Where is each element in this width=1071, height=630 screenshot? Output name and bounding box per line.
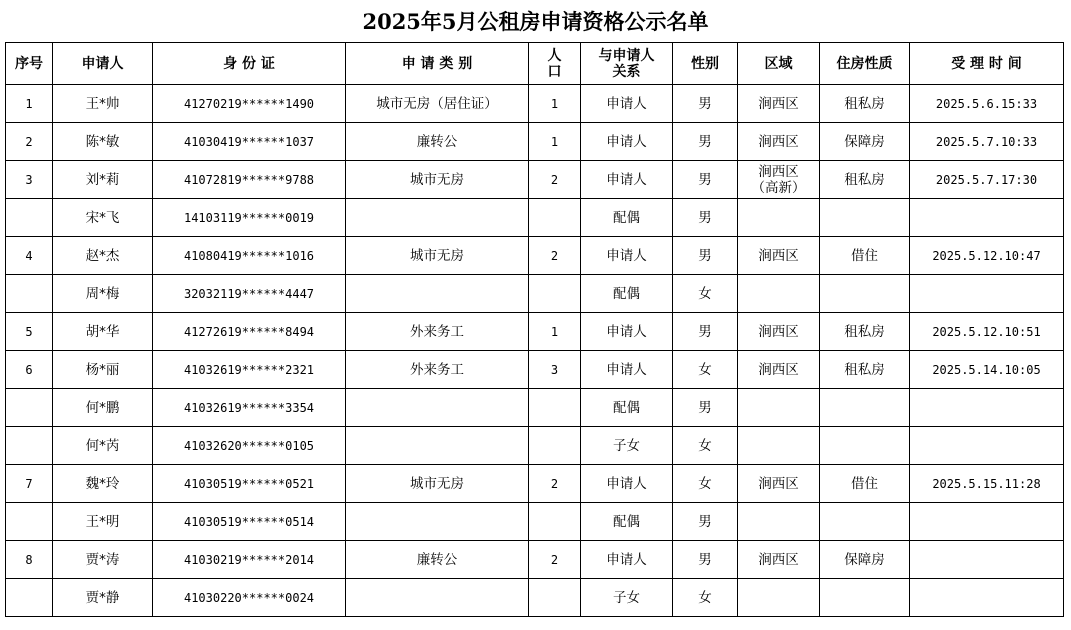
cell-district-text: 涧西区 (758, 95, 799, 112)
cell-district (738, 85, 820, 123)
table-row (6, 161, 1064, 199)
cell-housing-text: 借住 (851, 475, 878, 492)
cell-housing (820, 503, 910, 541)
cell-category (346, 579, 529, 617)
cell-relation (581, 237, 673, 275)
cell-seq-text: 8 (25, 552, 33, 567)
cell-id-card-text: 41270219******1490 (183, 96, 315, 111)
cell-id-card-text: 41030519******0514 (183, 514, 315, 529)
cell-category (346, 85, 529, 123)
cell-people (529, 389, 581, 427)
header-housing: 住房性质 (820, 43, 910, 85)
cell-housing (820, 237, 910, 275)
header-time: 受 理 时 间 (910, 43, 1064, 85)
cell-id-card (153, 275, 346, 313)
cell-applicant (53, 199, 153, 237)
header-district: 区域 (738, 43, 820, 85)
cell-gender (673, 541, 738, 579)
cell-time (910, 427, 1064, 465)
cell-seq-text: 7 (25, 476, 33, 491)
cell-people (529, 237, 581, 275)
cell-relation-text: 子女 (613, 589, 640, 606)
cell-seq (6, 313, 53, 351)
cell-housing-text: 租私房 (844, 95, 885, 112)
cell-gender-text: 男 (698, 323, 712, 340)
cell-housing (820, 85, 910, 123)
cell-district (738, 123, 820, 161)
cell-people (529, 427, 581, 465)
cell-people (529, 85, 581, 123)
cell-time (910, 503, 1064, 541)
header-people (529, 43, 581, 85)
cell-applicant-text: 何*芮 (85, 437, 120, 454)
cell-people (529, 161, 581, 199)
cell-id-card-text: 41030519******0521 (183, 476, 315, 491)
cell-district-text: 涧西区 (758, 361, 799, 378)
cell-category-text: 外来务工 (410, 323, 464, 340)
cell-time (910, 237, 1064, 275)
table-row (6, 389, 1064, 427)
header-id-card: 身 份 证 (153, 43, 346, 85)
cell-relation (581, 161, 673, 199)
table-row (6, 199, 1064, 237)
cell-id-card (153, 579, 346, 617)
cell-time (910, 199, 1064, 237)
cell-people-text: 3 (550, 362, 559, 377)
cell-category (346, 465, 529, 503)
cell-relation-text: 申请人 (606, 551, 647, 568)
cell-seq-text: 2 (25, 134, 33, 149)
header-gender: 性别 (673, 43, 738, 85)
cell-housing (820, 199, 910, 237)
cell-housing (820, 389, 910, 427)
cell-applicant-text: 周*梅 (85, 285, 120, 302)
cell-housing-text: 保障房 (844, 551, 885, 568)
cell-applicant (53, 313, 153, 351)
cell-time-text: 2025.5.15.11:28 (932, 476, 1041, 491)
cell-people-text: 1 (550, 324, 559, 339)
header-relation-text: 与申请人 关系 (598, 47, 655, 80)
cell-gender-text: 男 (698, 399, 712, 416)
document-title: 2025年5月公租房申请资格公示名单 (362, 9, 709, 34)
cell-id-card (153, 313, 346, 351)
cell-seq (6, 237, 53, 275)
cell-people-text: 1 (550, 134, 559, 149)
cell-applicant (53, 389, 153, 427)
cell-time-text: 2025.5.7.17:30 (935, 172, 1038, 187)
cell-time (910, 465, 1064, 503)
cell-district-text: 涧西区 (758, 323, 799, 340)
cell-district (738, 427, 820, 465)
cell-time-text: 2025.5.6.15:33 (935, 96, 1038, 111)
cell-seq-text: 3 (25, 172, 33, 187)
cell-housing-text: 借住 (851, 247, 878, 264)
header-people-text: 人 口 (547, 47, 562, 80)
table-row (6, 351, 1064, 389)
cell-id-card (153, 389, 346, 427)
cell-relation (581, 275, 673, 313)
cell-people-text: 2 (550, 248, 559, 263)
cell-gender-text: 女 (698, 361, 712, 378)
cell-district (738, 313, 820, 351)
cell-relation-text: 申请人 (606, 475, 647, 492)
cell-time-text: 2025.5.12.10:51 (932, 324, 1041, 339)
cell-relation-text: 申请人 (606, 133, 647, 150)
cell-applicant (53, 541, 153, 579)
cell-district (738, 275, 820, 313)
cell-id-card (153, 351, 346, 389)
cell-gender-text: 男 (698, 171, 712, 188)
cell-seq (6, 503, 53, 541)
table-row (6, 275, 1064, 313)
cell-applicant-text: 刘*莉 (85, 171, 120, 188)
cell-relation-text: 配偶 (613, 209, 640, 226)
cell-housing (820, 541, 910, 579)
cell-people (529, 123, 581, 161)
cell-gender (673, 123, 738, 161)
table-row (6, 123, 1064, 161)
cell-seq (6, 351, 53, 389)
cell-time (910, 541, 1064, 579)
cell-relation (581, 313, 673, 351)
cell-category-text: 廉转公 (416, 133, 458, 150)
header-applicant: 申请人 (53, 43, 153, 85)
cell-people-text: 2 (550, 172, 559, 187)
cell-people-text: 2 (550, 552, 559, 567)
cell-relation-text: 子女 (613, 437, 640, 454)
cell-relation (581, 123, 673, 161)
cell-housing (820, 427, 910, 465)
cell-applicant-text: 魏*玲 (85, 475, 120, 492)
cell-id-card (153, 199, 346, 237)
cell-gender (673, 161, 738, 199)
cell-seq (6, 85, 53, 123)
cell-time (910, 123, 1064, 161)
cell-category (346, 427, 529, 465)
cell-people (529, 351, 581, 389)
cell-relation (581, 389, 673, 427)
cell-seq (6, 275, 53, 313)
cell-time (910, 313, 1064, 351)
table-row (6, 427, 1064, 465)
cell-category (346, 541, 529, 579)
cell-time-text: 2025.5.12.10:47 (932, 248, 1041, 263)
cell-id-card (153, 237, 346, 275)
cell-gender (673, 237, 738, 275)
cell-applicant-text: 宋*飞 (85, 209, 120, 226)
cell-seq (6, 541, 53, 579)
header-relation (581, 43, 673, 85)
cell-gender (673, 389, 738, 427)
cell-category-text: 城市无房 (410, 171, 464, 188)
cell-people-text: 1 (550, 96, 559, 111)
cell-district-text: 涧西区 （高新） (751, 163, 806, 196)
cell-gender (673, 199, 738, 237)
cell-district (738, 237, 820, 275)
applicant-table (5, 42, 1064, 617)
cell-seq (6, 427, 53, 465)
cell-people (529, 199, 581, 237)
cell-id-card-text: 41072819******9788 (183, 172, 315, 187)
cell-gender-text: 男 (698, 133, 712, 150)
cell-relation-text: 申请人 (606, 361, 647, 378)
cell-gender-text: 女 (698, 475, 712, 492)
cell-gender-text: 女 (698, 285, 712, 302)
cell-housing-text: 保障房 (844, 133, 885, 150)
cell-housing-text: 租私房 (844, 171, 885, 188)
cell-id-card-text: 41030419******1037 (183, 134, 315, 149)
cell-id-card-text: 41080419******1016 (183, 248, 315, 263)
cell-seq-text: 4 (25, 248, 33, 263)
cell-housing (820, 579, 910, 617)
cell-applicant (53, 85, 153, 123)
cell-gender (673, 465, 738, 503)
cell-applicant-text: 胡*华 (85, 323, 120, 340)
cell-seq (6, 199, 53, 237)
cell-seq-text: 6 (25, 362, 33, 377)
cell-district (738, 351, 820, 389)
cell-category (346, 389, 529, 427)
cell-housing (820, 465, 910, 503)
cell-gender-text: 男 (698, 247, 712, 264)
cell-id-card-text: 41032619******3354 (183, 400, 315, 415)
cell-district (738, 541, 820, 579)
cell-applicant-text: 王*明 (85, 513, 120, 530)
table-row (6, 313, 1064, 351)
cell-district-text: 涧西区 (758, 551, 799, 568)
cell-id-card-text: 41030219******2014 (183, 552, 315, 567)
cell-time (910, 579, 1064, 617)
cell-district-text: 涧西区 (758, 475, 799, 492)
cell-applicant-text: 贾*静 (85, 589, 120, 606)
cell-id-card (153, 503, 346, 541)
cell-applicant (53, 579, 153, 617)
cell-id-card-text: 41272619******8494 (183, 324, 315, 339)
cell-district (738, 503, 820, 541)
cell-relation-text: 申请人 (606, 247, 647, 264)
cell-id-card (153, 427, 346, 465)
cell-seq (6, 389, 53, 427)
cell-gender-text: 男 (698, 551, 712, 568)
cell-id-card-text: 41032619******2321 (183, 362, 315, 377)
cell-relation-text: 配偶 (613, 285, 640, 302)
cell-gender-text: 男 (698, 209, 712, 226)
cell-category (346, 123, 529, 161)
cell-id-card-text: 14103119******0019 (183, 210, 315, 225)
cell-seq-text: 5 (25, 324, 33, 339)
table-row (6, 237, 1064, 275)
cell-district-text: 涧西区 (758, 133, 799, 150)
cell-gender (673, 503, 738, 541)
cell-id-card-text: 32032119******4447 (183, 286, 315, 301)
cell-time (910, 389, 1064, 427)
cell-time (910, 161, 1064, 199)
cell-people (529, 275, 581, 313)
cell-district (738, 389, 820, 427)
cell-relation-text: 申请人 (606, 95, 647, 112)
cell-housing (820, 161, 910, 199)
cell-applicant (53, 237, 153, 275)
cell-category-text: 城市无房 (410, 247, 464, 264)
cell-applicant (53, 351, 153, 389)
cell-category (346, 503, 529, 541)
cell-applicant (53, 427, 153, 465)
table-row (6, 503, 1064, 541)
cell-people (529, 579, 581, 617)
cell-applicant-text: 贾*涛 (85, 551, 120, 568)
table-row (6, 465, 1064, 503)
cell-gender (673, 85, 738, 123)
cell-gender-text: 女 (698, 437, 712, 454)
cell-applicant (53, 161, 153, 199)
cell-applicant (53, 275, 153, 313)
cell-category-text: 城市无房（居住证） (376, 95, 498, 112)
cell-relation (581, 351, 673, 389)
cell-relation-text: 申请人 (606, 171, 647, 188)
cell-id-card (153, 161, 346, 199)
cell-housing (820, 313, 910, 351)
cell-seq (6, 579, 53, 617)
cell-category (346, 237, 529, 275)
cell-relation (581, 503, 673, 541)
cell-people (529, 313, 581, 351)
cell-seq (6, 161, 53, 199)
cell-housing-text: 租私房 (844, 323, 885, 340)
cell-people (529, 541, 581, 579)
cell-id-card (153, 465, 346, 503)
cell-district (738, 465, 820, 503)
cell-district (738, 161, 820, 199)
cell-district (738, 579, 820, 617)
cell-applicant-text: 王*帅 (85, 95, 120, 112)
cell-applicant-text: 赵*杰 (85, 247, 120, 264)
cell-category (346, 275, 529, 313)
cell-relation-text: 配偶 (613, 513, 640, 530)
cell-district (738, 199, 820, 237)
cell-gender (673, 275, 738, 313)
cell-relation-text: 配偶 (613, 399, 640, 416)
cell-time (910, 85, 1064, 123)
cell-relation (581, 199, 673, 237)
cell-time-text: 2025.5.14.10:05 (932, 362, 1041, 377)
cell-relation (581, 465, 673, 503)
cell-applicant (53, 503, 153, 541)
cell-time (910, 275, 1064, 313)
cell-relation (581, 427, 673, 465)
cell-gender-text: 男 (698, 513, 712, 530)
header-category: 申 请 类 别 (346, 43, 529, 85)
cell-gender (673, 427, 738, 465)
cell-time (910, 351, 1064, 389)
cell-gender (673, 313, 738, 351)
cell-category (346, 351, 529, 389)
cell-id-card-text: 41032620******0105 (183, 438, 315, 453)
cell-applicant (53, 123, 153, 161)
cell-applicant-text: 杨*丽 (85, 361, 120, 378)
cell-people (529, 503, 581, 541)
cell-relation (581, 541, 673, 579)
cell-category-text: 城市无房 (410, 475, 464, 492)
cell-id-card (153, 123, 346, 161)
cell-housing (820, 351, 910, 389)
cell-gender (673, 579, 738, 617)
cell-applicant-text: 陈*敏 (85, 133, 120, 150)
cell-category-text: 外来务工 (410, 361, 464, 378)
cell-seq (6, 123, 53, 161)
table-row (6, 541, 1064, 579)
cell-relation (581, 85, 673, 123)
cell-housing-text: 租私房 (844, 361, 885, 378)
cell-id-card-text: 41030220******0024 (183, 590, 315, 605)
cell-category (346, 199, 529, 237)
header-row (6, 43, 1064, 85)
cell-id-card (153, 541, 346, 579)
cell-housing (820, 275, 910, 313)
cell-category (346, 313, 529, 351)
cell-seq-text: 1 (25, 96, 33, 111)
table-row (6, 85, 1064, 123)
header-seq: 序号 (6, 43, 53, 85)
cell-seq (6, 465, 53, 503)
cell-gender-text: 男 (698, 95, 712, 112)
cell-id-card (153, 85, 346, 123)
cell-applicant (53, 465, 153, 503)
cell-relation (581, 579, 673, 617)
cell-people-text: 2 (550, 476, 559, 491)
cell-relation-text: 申请人 (606, 323, 647, 340)
cell-applicant-text: 何*鹏 (85, 399, 120, 416)
table-row (6, 579, 1064, 617)
cell-gender-text: 女 (698, 589, 712, 606)
cell-people (529, 465, 581, 503)
cell-gender (673, 351, 738, 389)
cell-category (346, 161, 529, 199)
cell-district-text: 涧西区 (758, 247, 799, 264)
cell-time-text: 2025.5.7.10:33 (935, 134, 1038, 149)
cell-housing (820, 123, 910, 161)
cell-category-text: 廉转公 (416, 551, 458, 568)
